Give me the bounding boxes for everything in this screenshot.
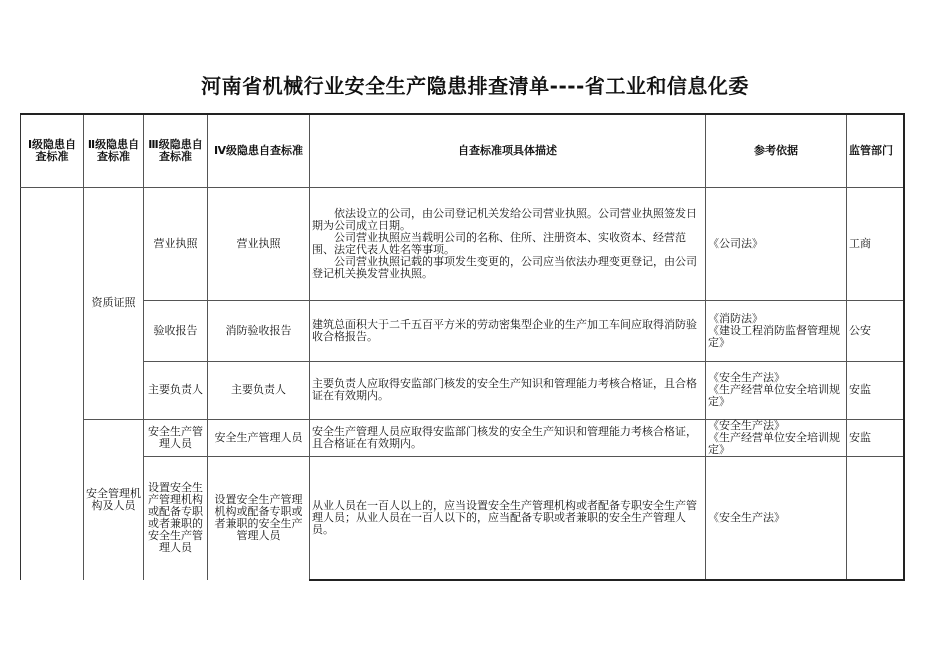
description-cell: 安全生产管理人员应取得安监部门核发的安全生产知识和管理能力考核合格证，且合格证在有效期内。 bbox=[310, 419, 706, 456]
level1-cell bbox=[21, 187, 84, 580]
group-qualification: 资质证照 bbox=[84, 187, 144, 419]
description-cell: 从业人员在一百人以上的，应当设置安全生产管理机构或者配备专职安全生产管理人员；从业人员在一百人以下的，应当配备专职或者兼职的安全生产管理人员。 bbox=[310, 456, 706, 580]
header-row bbox=[21, 114, 904, 187]
group-safety-management: 安全管理机构及人员 bbox=[84, 419, 144, 580]
level4-cell: 消防验收报告 bbox=[208, 300, 310, 361]
description-paragraph: 依法设立的公司，由公司登记机关发给公司营业执照。公司营业执照签发日期为公司成立日期。 bbox=[312, 206, 697, 232]
reference-cell: 《安全生产法》 bbox=[706, 456, 847, 580]
level3-cell: 验收报告 bbox=[144, 300, 208, 361]
table-row bbox=[21, 187, 904, 300]
hazard-checklist-table bbox=[20, 113, 905, 581]
reference-cell: 《安全生产法》 《生产经营单位安全培训规定》 bbox=[706, 361, 847, 419]
level3-cell: 主要负责人 bbox=[144, 361, 208, 419]
header-level1: Ⅰ级隐患自查标准 bbox=[21, 114, 84, 187]
table-row bbox=[21, 300, 904, 361]
header-level3: Ⅲ级隐患自查标准 bbox=[144, 114, 208, 187]
table-row bbox=[21, 361, 904, 419]
level4-cell: 主要负责人 bbox=[208, 361, 310, 419]
description-cell bbox=[310, 187, 706, 300]
page-title: 河南省机械行业安全生产隐患排查清单----省工业和信息化委 bbox=[201, 74, 749, 98]
description-paragraph: 公司营业执照记载的事项发生变更的，公司应当依法办理变更登记，由公司登记机关换发营业执照。 bbox=[312, 254, 697, 280]
level3-cell: 安全生产管理人员 bbox=[144, 419, 208, 456]
level4-cell: 安全生产管理人员 bbox=[208, 419, 310, 456]
department-cell: 安监 bbox=[847, 361, 904, 419]
header-reference: 参考依据 bbox=[706, 114, 847, 187]
description-cell: 主要负责人应取得安监部门核发的安全生产知识和管理能力考核合格证，且合格证在有效期内。 bbox=[310, 361, 706, 419]
header-department: 监管部门 bbox=[847, 114, 904, 187]
level4-cell: 设置安全生产管理机构或配备专职或者兼职的安全生产管理人员 bbox=[208, 456, 310, 580]
header-description: 自查标准项具体描述 bbox=[310, 114, 706, 187]
level4-cell: 营业执照 bbox=[208, 187, 310, 300]
department-cell bbox=[847, 456, 904, 580]
department-cell: 工商 bbox=[847, 187, 904, 300]
level3-cell: 设置安全生产管理机构或配备专职或者兼职的安全生产管理人员 bbox=[144, 456, 208, 580]
table-row bbox=[21, 419, 904, 456]
department-cell: 安监 bbox=[847, 419, 904, 456]
table-row bbox=[21, 456, 904, 580]
department-cell: 公安 bbox=[847, 300, 904, 361]
header-level2: Ⅱ级隐患自查标准 bbox=[84, 114, 144, 187]
description-cell: 建筑总面积大于二千五百平方米的劳动密集型企业的生产加工车间应取得消防验收合格报告。 bbox=[310, 300, 706, 361]
reference-cell: 《消防法》 《建设工程消防监督管理规定》 bbox=[706, 300, 847, 361]
header-level4: Ⅳ级隐患自查标准 bbox=[208, 114, 310, 187]
reference-cell: 《安全生产法》 《生产经营单位安全培训规定》 bbox=[706, 419, 847, 456]
level3-cell: 营业执照 bbox=[144, 187, 208, 300]
reference-cell: 《公司法》 bbox=[706, 187, 847, 300]
description-paragraph: 公司营业执照应当载明公司的名称、住所、注册资本、实收资本、经营范围、法定代表人姓名等事项。 bbox=[312, 230, 686, 256]
